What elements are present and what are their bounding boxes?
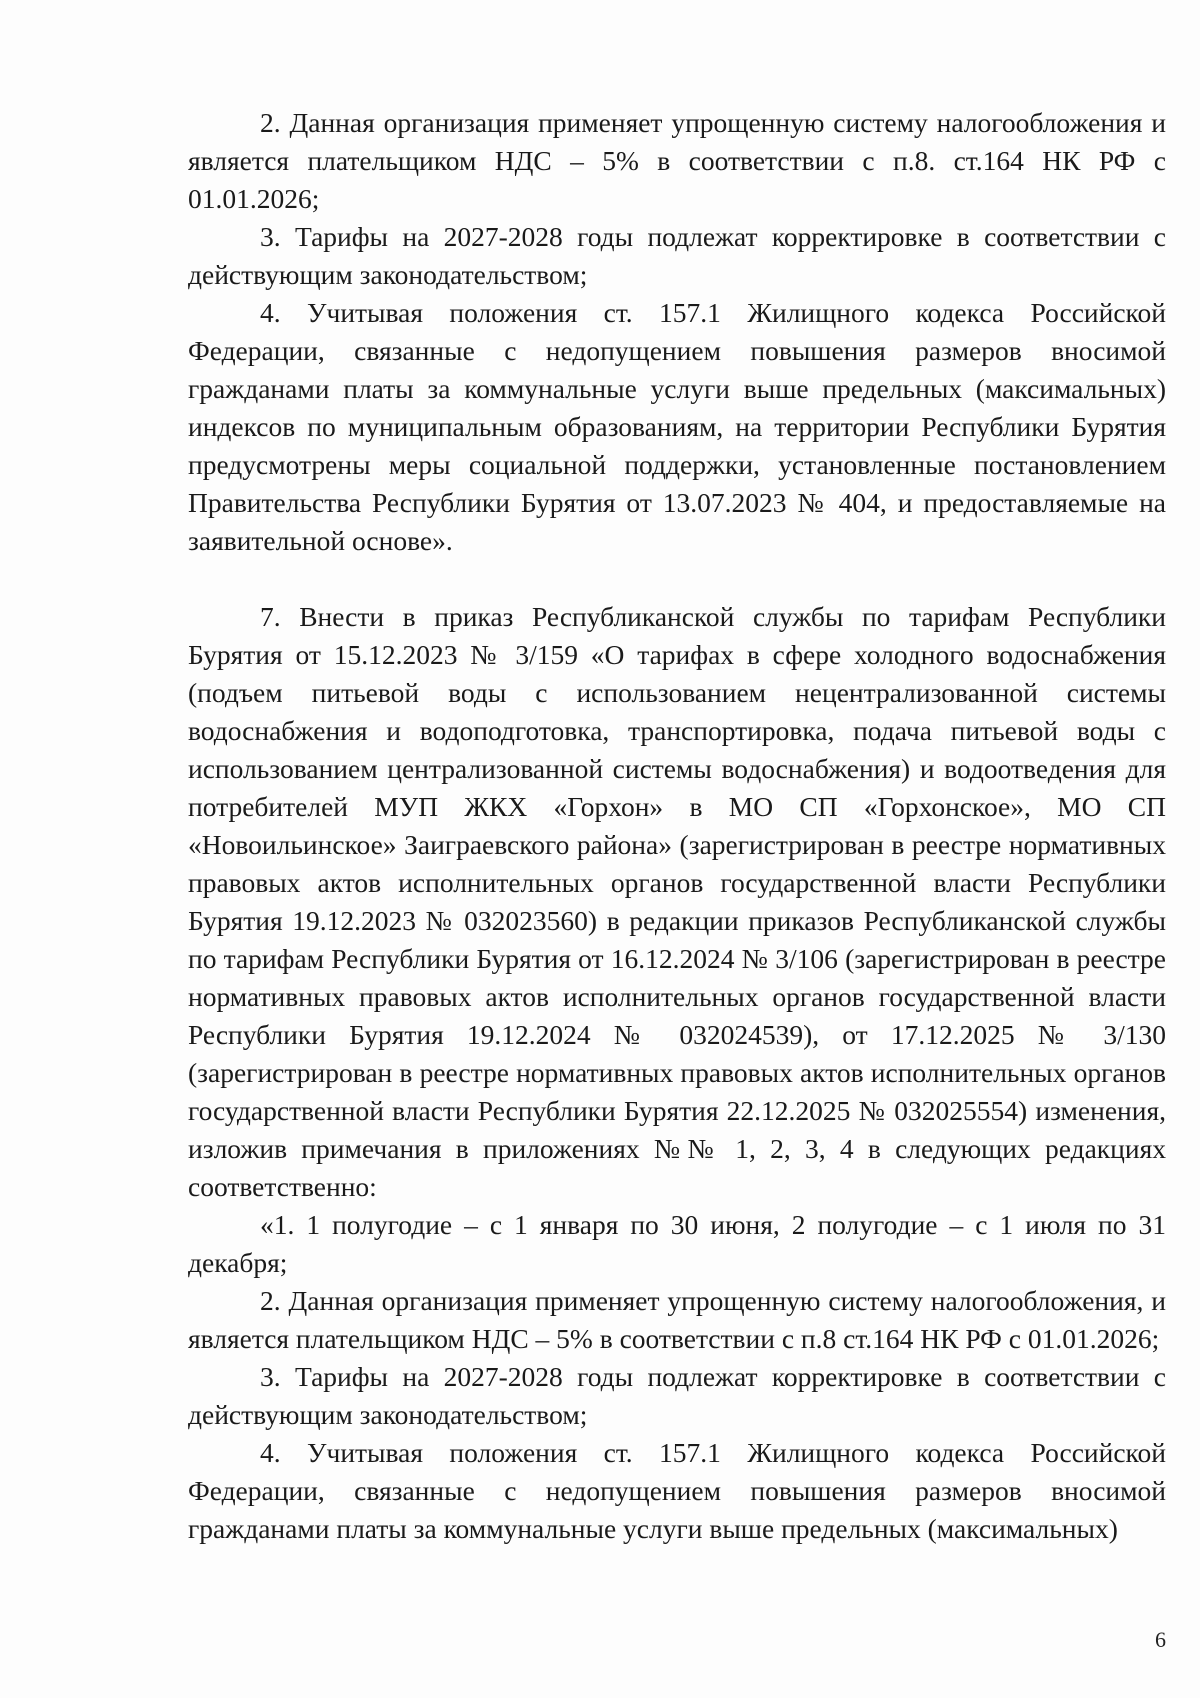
note-2-tax-system: 2. Данная организация применяет упрощенную систему налогообложения и является плательщиком НДС – 5% в соответствии с п.8. ст.164 НК РФ с 01.01.2026;: [188, 107, 1166, 214]
note-3-tariff-correction-b: 3. Тарифы на 2027-2028 годы подлежат корректировке в соответствии с действующим законодательством;: [188, 1361, 1166, 1430]
document-body: [188, 104, 1166, 1548]
note-4-social-support: 4. Учитывая положения ст. 157.1 Жилищного кодекса Российской Федерации, связанные с недопущением повышения размеров вносимой гражданами платы за коммунальные услуги выше предельных (максимальных) индексов по муниципальным образованиям, на территории Республики Бурятия предусмотрены меры социальной поддержки, установленные постановлением Правительства Республики Бурятия от 13.07.2023 № 404, и предоставляемые на заявительной основе».: [188, 297, 1166, 556]
note-1-half-year: «1. 1 полугодие – с 1 января по 30 июня, 2 полугодие – с 1 июля по 31 декабря;: [188, 1209, 1166, 1278]
note-2-tax-system-b: 2. Данная организация применяет упрощенную систему налогообложения, и является плательщиком НДС – 5% в соответствии с п.8 ст.164 НК РФ с 01.01.2026;: [188, 1285, 1166, 1354]
page-number: 6: [1155, 1627, 1166, 1652]
item-7-amendment: 7. Внести в приказ Республиканской службы по тарифам Республики Бурятия от 15.12.2023 № 3/159 «О тарифах в сфере холодного водоснабжения (подъем питьевой воды с использованием нецентрализованной системы водоснабжения и водоподготовка, транспортировка, подача питьевой воды с использованием централизованной системы водоснабжения) и водоотведения для потребителей МУП ЖКХ «Горхон» в МО СП «Горхонское», МО СП «Новоильинское» Заиграевского района» (зарегистрирован в реестре нормативных правовых актов исполнительных органов государственной власти Республики Бурятия 19.12.2023 № 032023560) в редакции приказов Республиканской службы по тарифам Республики Бурятия от 16.12.2024 № 3/106 (зарегистрирован в реестре нормативных правовых актов исполнительных органов государственной власти Республики Бурятия 19.12.2024 № 032024539), от 17.12.2025 № 3/130 (зарегистрирован в реестре нормативных правовых актов исполнительных органов государственной власти Республики Бурятия 22.12.2025 № 032025554) изменения, изложив примечания в приложениях №№ 1, 2, 3, 4 в следующих редакциях соответственно:: [188, 601, 1166, 1202]
note-3-tariff-correction: 3. Тарифы на 2027-2028 годы подлежат корректировке в соответствии с действующим законодательством;: [188, 221, 1166, 290]
note-4-social-support-b: 4. Учитывая положения ст. 157.1 Жилищного кодекса Российской Федерации, связанные с недопущением повышения размеров вносимой гражданами платы за коммунальные услуги выше предельных (максимальных): [188, 1437, 1166, 1544]
